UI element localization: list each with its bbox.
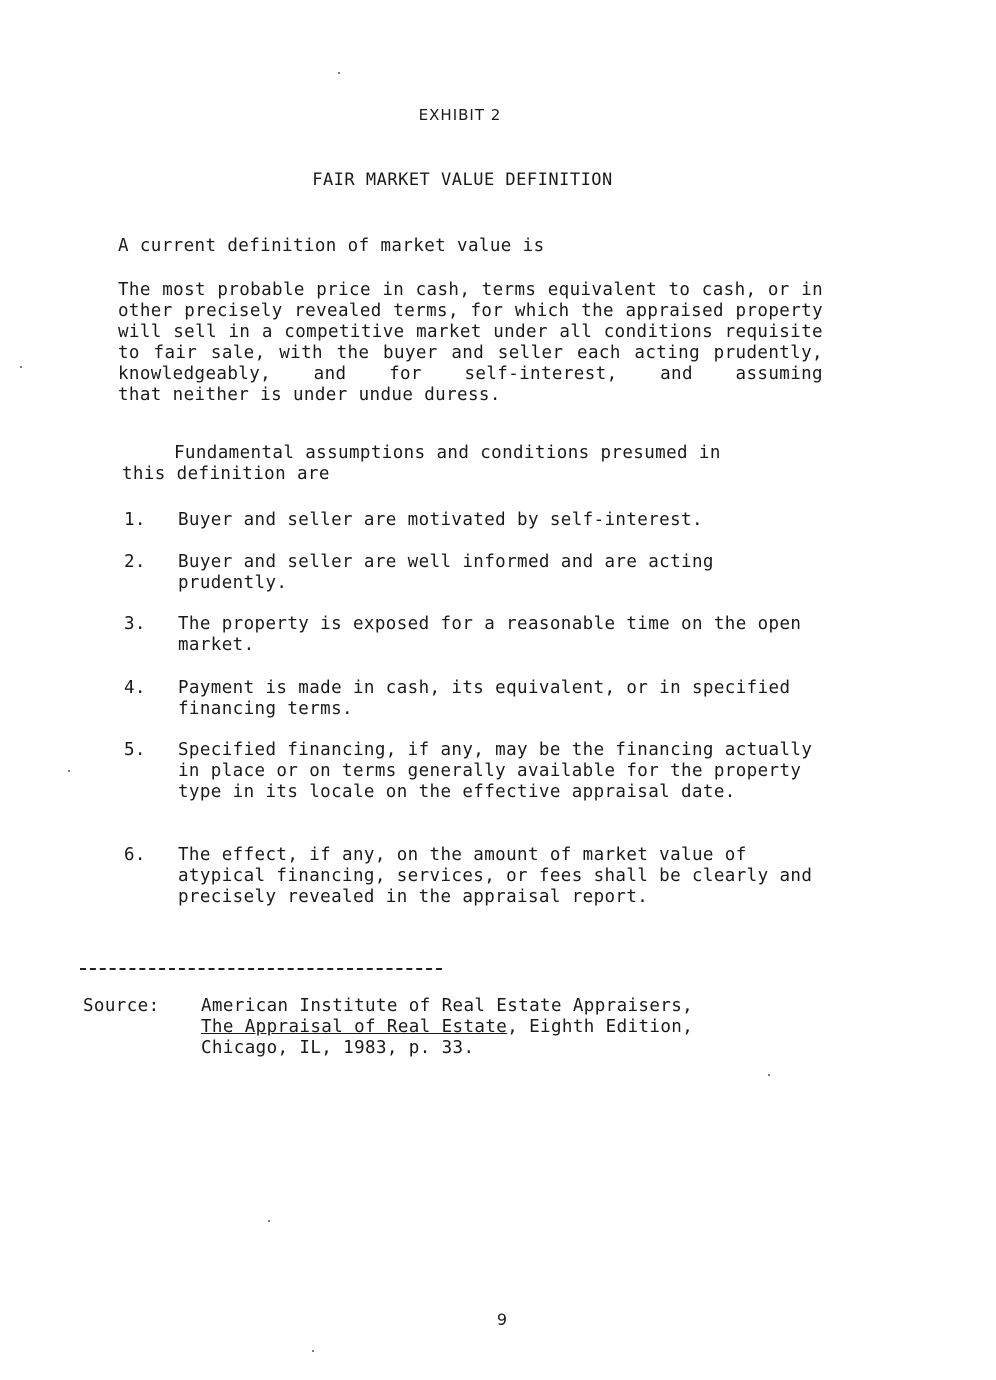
definition-line: knowledgeably, and for self-interest, and assuming xyxy=(118,364,823,384)
assumptions-intro-line: Fundamental assumptions and conditions presumed in xyxy=(174,443,721,463)
list-item-text: The effect, if any, on the amount of market value of atypical financing, services, or fees shall be clearly and precisely revealed in the appraisal report. xyxy=(178,845,813,907)
definition-line: The most probable price in cash, terms equivalent to xyxy=(118,280,691,300)
list-item-text: Specified financing, if any, may be the financing actually in place or on terms generally available for the property type in its locale on the effective appraisal date. xyxy=(178,740,813,802)
market-value-definition xyxy=(118,280,823,406)
list-item xyxy=(124,740,824,803)
scan-speck xyxy=(268,1220,270,1222)
list-item xyxy=(124,678,824,720)
source-body xyxy=(201,996,693,1059)
list-item-number: 3. xyxy=(124,614,146,634)
source-line: American Institute of Real Estate Appraisers, xyxy=(201,996,694,1016)
list-item-number: 4. xyxy=(124,678,146,698)
source-line xyxy=(201,1017,693,1038)
list-item-text: The property is exposed for a reasonable time on the open market. xyxy=(178,614,802,655)
scan-speck xyxy=(312,1350,314,1352)
book-title: The Appraisal of Real Estate xyxy=(201,1017,508,1037)
source-line: Chicago, IL, 1983, p. 33. xyxy=(201,1038,475,1058)
scan-speck xyxy=(768,1074,770,1076)
definition-line: with the buyer and seller each acting prudently, xyxy=(279,343,823,363)
page-number: 9 xyxy=(496,1310,508,1329)
scan-speck xyxy=(20,366,22,368)
definition-line: the appraised property will sell in a competitive xyxy=(118,301,824,342)
source-label: Source: xyxy=(83,996,160,1016)
list-item xyxy=(124,614,824,656)
page-title: FAIR MARKET VALUE DEFINITION xyxy=(312,170,613,190)
scan-speck xyxy=(68,770,70,772)
list-item-number: 2. xyxy=(124,552,146,572)
scan-speck xyxy=(338,72,340,74)
definition-line: cash, or in other precisely revealed terms, for which xyxy=(118,280,824,321)
assumptions-intro xyxy=(122,443,822,485)
definition-line: market under all conditions requisite to fair sale, xyxy=(118,322,823,363)
list-item-number: 1. xyxy=(124,510,146,530)
list-item-text: Buyer and seller are well informed and are acting prudently. xyxy=(178,552,714,593)
list-item-text: Buyer and seller are motivated by self-interest. xyxy=(178,510,703,530)
list-item xyxy=(124,845,824,908)
list-item-number: 5. xyxy=(124,740,146,760)
list-item-text: Payment is made in cash, its equivalent, or in specified financing terms. xyxy=(178,678,791,719)
list-item xyxy=(124,552,824,594)
exhibit-label: EXHIBIT 2 xyxy=(418,106,502,124)
intro-text: A current definition of market value is xyxy=(118,236,545,256)
source-edition: , Eighth Edition, xyxy=(507,1017,694,1037)
footnote-divider xyxy=(80,968,442,970)
source-citation xyxy=(83,996,843,1059)
list-item-number: 6. xyxy=(124,845,146,865)
list-item xyxy=(124,510,824,531)
assumptions-intro-line: this definition are xyxy=(122,464,330,484)
definition-line: that neither is under undue duress. xyxy=(118,385,501,405)
